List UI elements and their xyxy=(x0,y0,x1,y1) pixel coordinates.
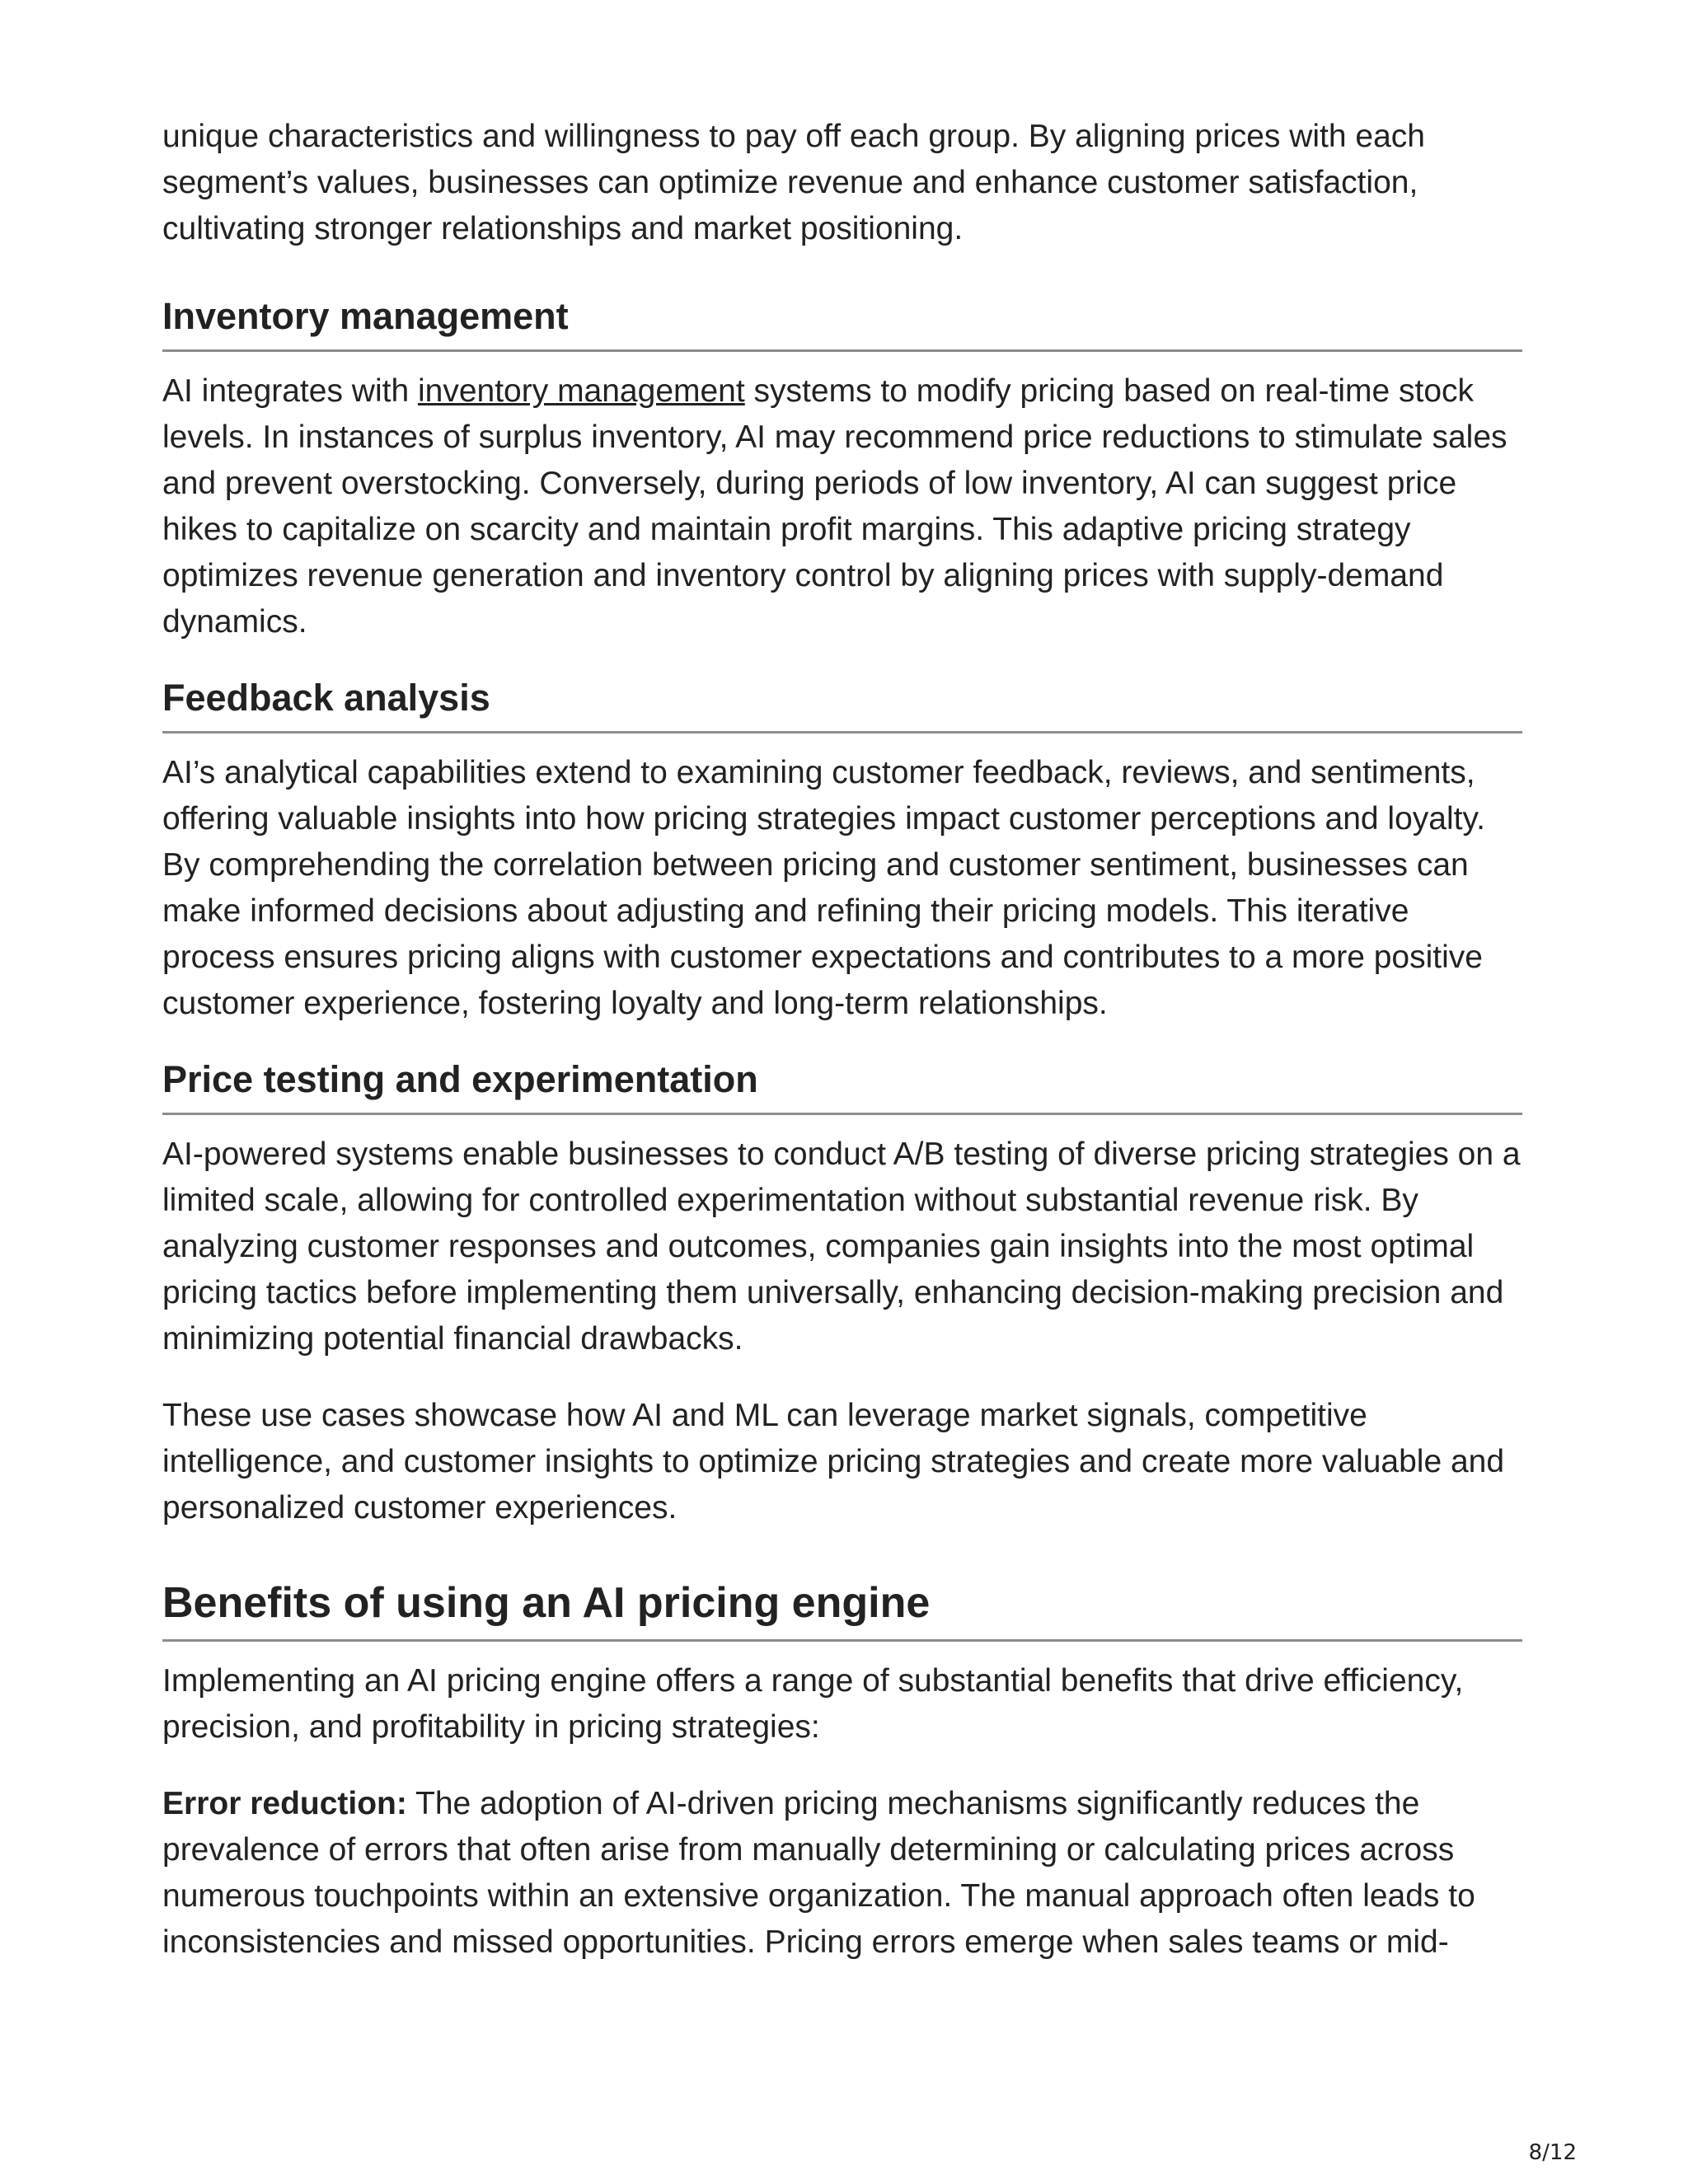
inventory-text-before-link: AI integrates with xyxy=(162,373,418,409)
intro-paragraph: unique characteristics and willingness to pay off each group. By aligning prices with each segment’s values, businesses can optimize revenue and enhance customer satisfaction, cultivating stronger relationships and market positioning. xyxy=(162,119,1425,246)
summary-paragraph: These use cases showcase how AI and ML can leverage market signals, competitive intelligence, and customer insights to optimize pricing strategies and create more valuable and personalized customer experiences. xyxy=(162,1398,1505,1526)
inventory-management-link[interactable]: inventory management xyxy=(417,373,745,409)
error-reduction-text: The adoption of AI-driven pricing mechanisms significantly reduces the prevalence of errors that often arise from manually determining or calculating prices across numerous touchpoints within an extensive organization. The manual approach often leads to inconsistencies and missed opportunities. Pricing errors emerge when sales teams or mid- xyxy=(162,1786,1475,1960)
inventory-management-heading: Inventory management xyxy=(162,294,1522,352)
price-testing-paragraph: AI-powered systems enable businesses to conduct A/B testing of diverse pricing strategies on a limited scale, allowing for controlled experimentation without substantial revenue risk. By analyzing customer responses and outcomes, companies gain insights into the most optimal pricing tactics before implementing them universally, enhancing decision-making precision and minimizing potential financial drawbacks. xyxy=(162,1137,1521,1357)
error-reduction-label: Error reduction: xyxy=(162,1786,407,1821)
feedback-analysis-paragraph: AI’s analytical capabilities extend to examining customer feedback, reviews, and sentiments, offering valuable insights into how pricing strategies impact customer perceptions and loyalty. By comprehending the correlation between pricing and customer sentiment, businesses can make informed decisions about adjusting and refining their pricing models. This iterative process ensures pricing aligns with customer expectations and contributes to a more positive customer experience, fostering loyalty and long-term relationships. xyxy=(162,755,1485,1021)
price-testing-heading: Price testing and experimentation xyxy=(162,1057,1522,1115)
document-page xyxy=(162,114,1522,1966)
inventory-text-after-link: systems to modify pricing based on real-time stock levels. In instances of surplus inventory, AI may recommend price reductions to stimulate sales and prevent overstocking. Conversely, during periods of low inventory, AI can suggest price hikes to capitalize on scarcity and maintain profit margins. This adaptive pricing strategy optimizes revenue generation and inventory control by aligning prices with supply-demand dynamics. xyxy=(162,373,1507,640)
page-number: 8/12 xyxy=(1528,2140,1577,2165)
error-reduction-paragraph xyxy=(162,1781,1522,1966)
feedback-analysis-heading: Feedback analysis xyxy=(162,676,1522,733)
benefits-intro-paragraph: Implementing an AI pricing engine offers a range of substantial benefits that drive efficiency, precision, and profitability in pricing strategies: xyxy=(162,1663,1464,1745)
inventory-management-paragraph xyxy=(162,368,1522,645)
benefits-heading: Benefits of using an AI pricing engine xyxy=(162,1577,1522,1642)
